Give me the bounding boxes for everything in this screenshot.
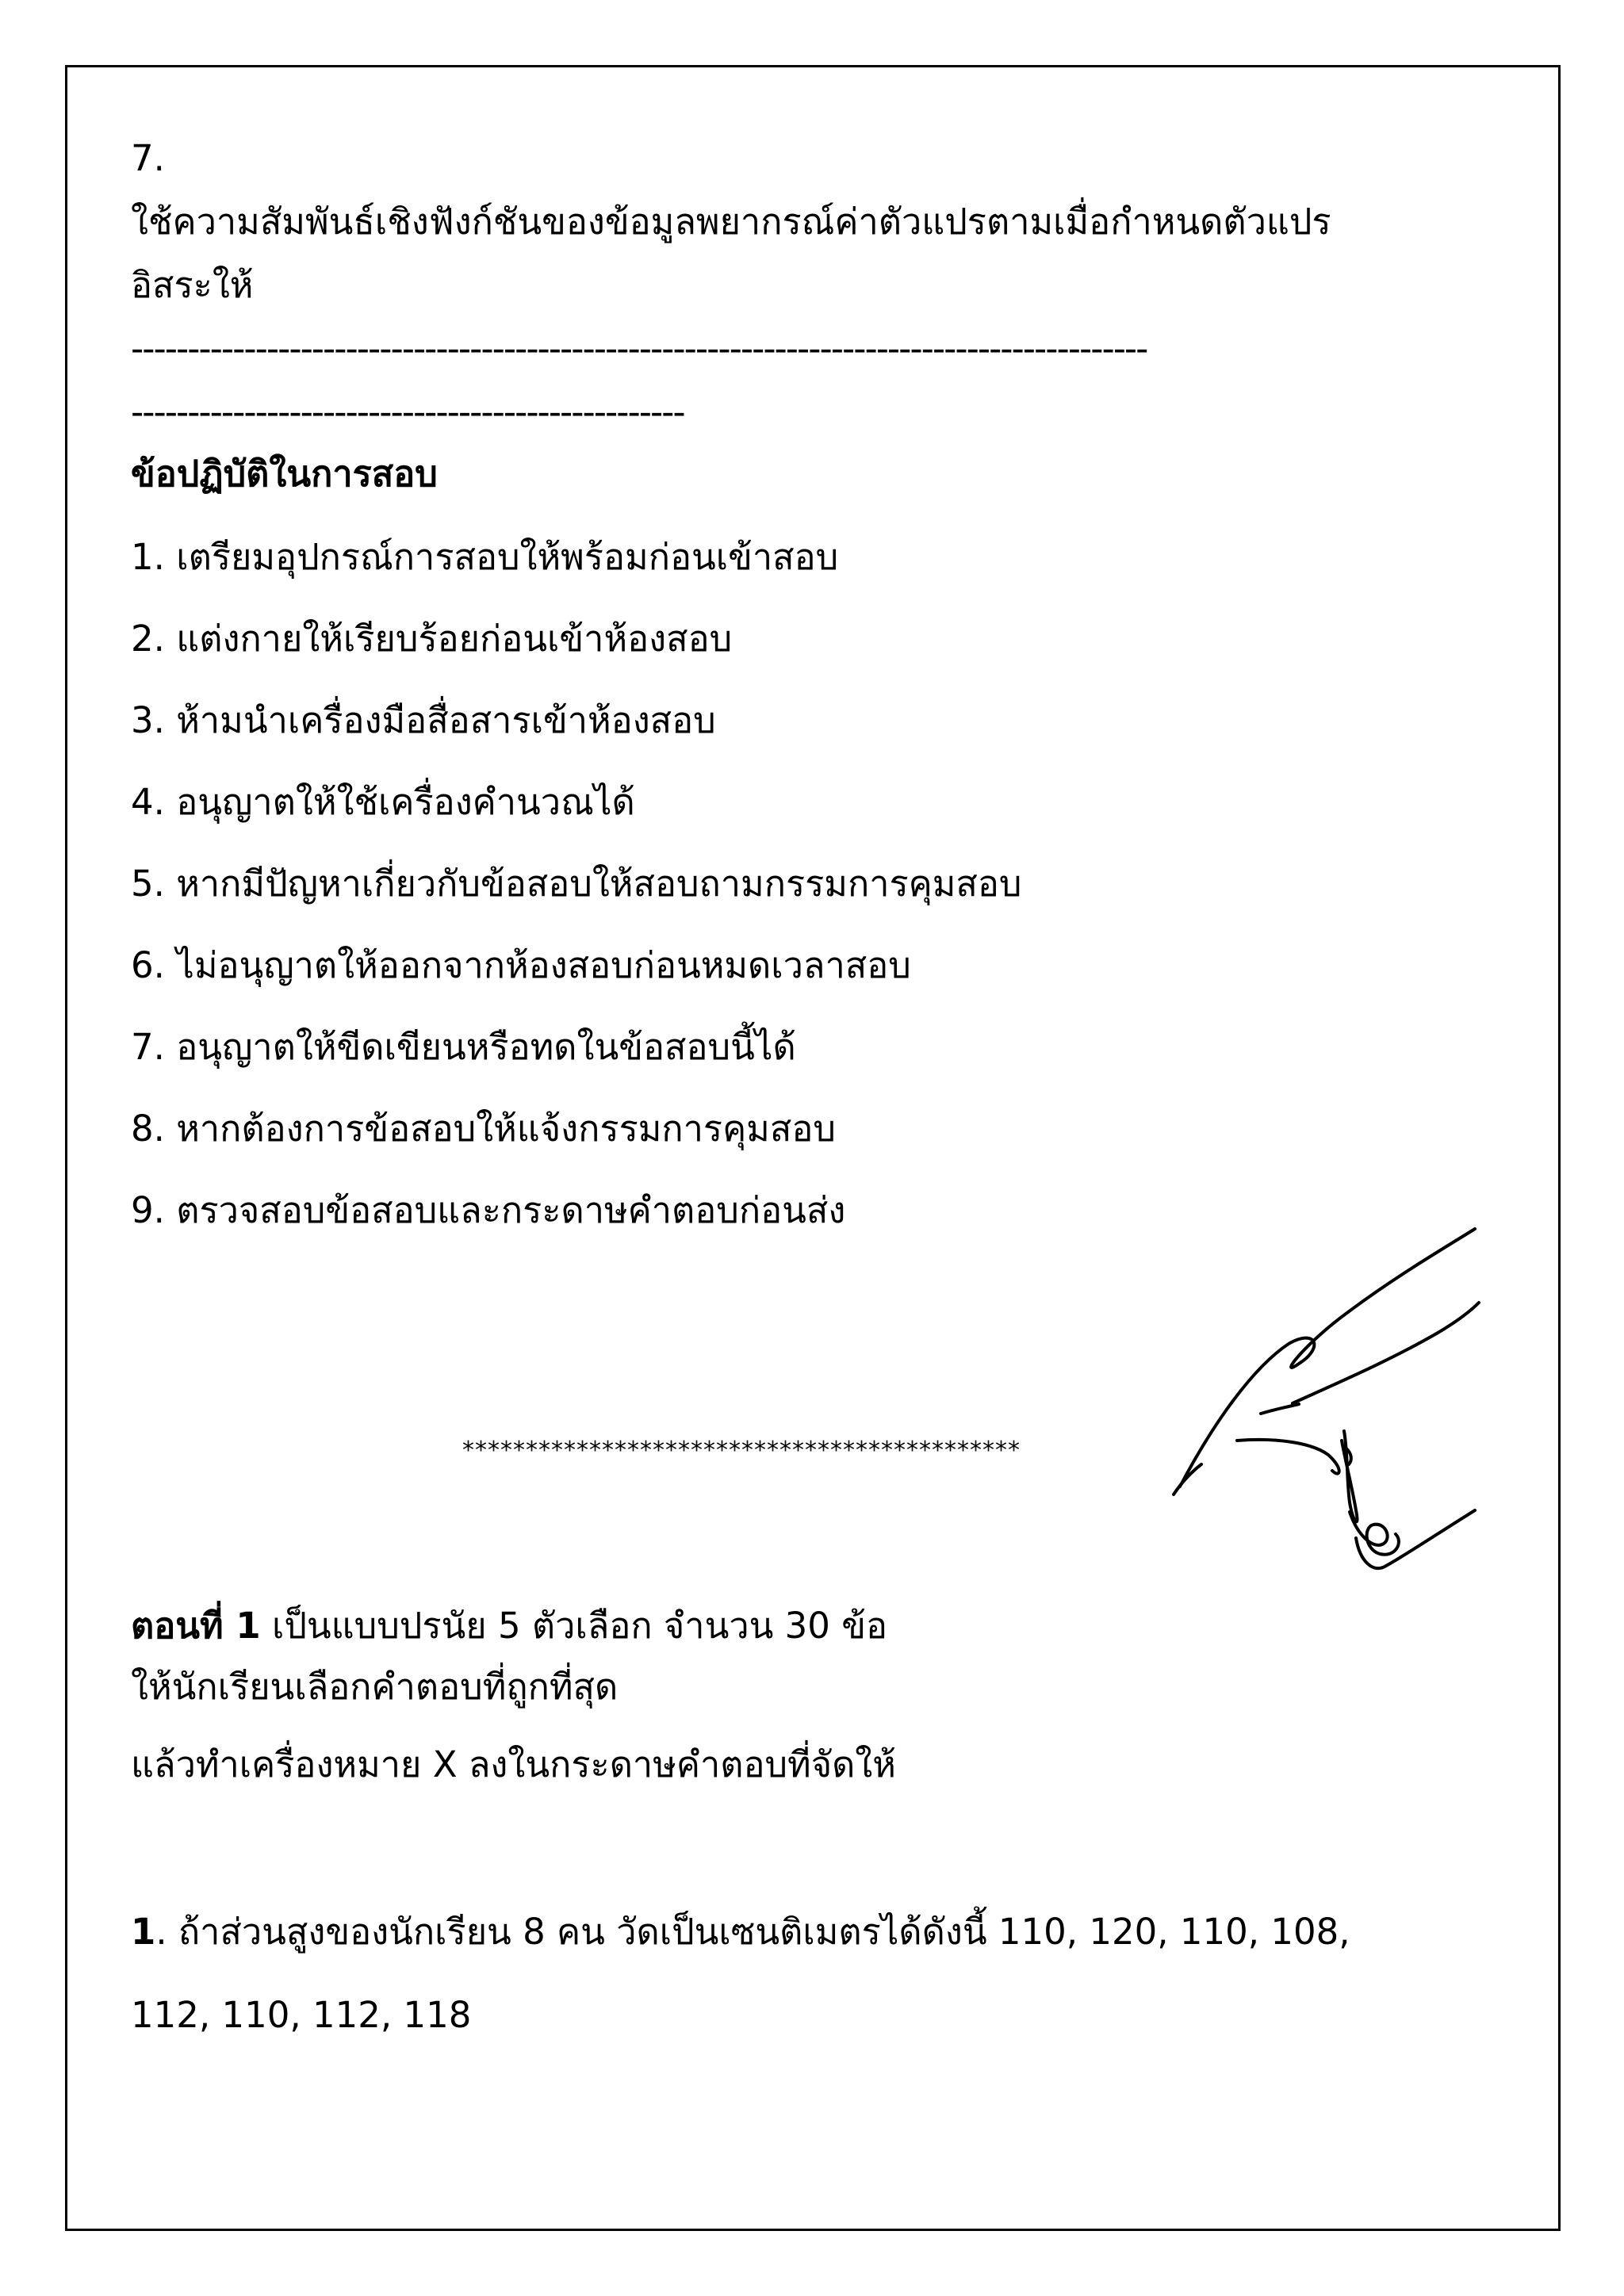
rule-item: 7. อนุญาตให้ขีดเขียนหรือทดในข้อสอบนี้ได้: [131, 1026, 796, 1068]
part1-description: เป็นแบบปรนัย 5 ตัวเลือก จำนวน 30 ข้อ: [260, 1605, 888, 1647]
handwritten-signature: [1166, 1217, 1499, 1598]
question-1-line1: [131, 1908, 1350, 1956]
rule-item: 9. ตรวจสอบข้อสอบและกระดาษคำตอบก่อนส่ง: [131, 1189, 846, 1231]
answer-dash-line-1: ------------------------------------------------------------------------------------------: [131, 327, 1147, 369]
question-1-number: 1: [131, 1911, 156, 1953]
part1-intro-line1: [131, 1602, 887, 1650]
question-1-line2: 112, 110, 112, 118: [131, 1994, 472, 2036]
asterisk-separator: ********************************************: [462, 1437, 1021, 1464]
objective-text-line1: ใช้ความสัมพันธ์เชิงฟังก์ชันของข้อมูลพยากรณ์ค่าตัวแปรตามเมื่อกำหนดตัวแปร: [131, 201, 1331, 243]
objective-text-line2: อิสระให้: [131, 264, 254, 306]
rule-item: 3. ห้ามนำเครื่องมือสื่อสารเข้าห้องสอบ: [131, 699, 716, 741]
rule-item: 5. หากมีปัญหาเกี่ยวกับข้อสอบให้สอบถามกรรมการคุมสอบ: [131, 863, 1022, 905]
part1-intro-line2: ให้นักเรียนเลือกคำตอบที่ถูกที่สุด: [131, 1666, 619, 1708]
rules-heading: ข้อปฏิบัติในการสอบ: [131, 453, 438, 495]
rule-item: 1. เตรียมอุปกรณ์การสอบให้พร้อมก่อนเข้าสอบ: [131, 536, 839, 578]
rule-item: 6. ไม่อนุญาตให้ออกจากห้องสอบก่อนหมดเวลาสอบ: [131, 944, 911, 986]
rule-item: 8. หากต้องการข้อสอบให้แจ้งกรรมการคุมสอบ: [131, 1108, 836, 1150]
rule-item: 2. แต่งกายให้เรียบร้อยก่อนเข้าห้องสอบ: [131, 618, 733, 660]
part1-label: ตอนที่ 1: [131, 1605, 261, 1647]
rule-item: 4. อนุญาตให้ใช้เครื่องคำนวณได้: [131, 781, 635, 823]
part1-intro-line3: แล้วทำเครื่องหมาย X ลงในกระดาษคำตอบที่จัดให้: [131, 1743, 896, 1785]
objective-number: 7.: [131, 137, 165, 179]
answer-dash-line-2: -------------------------------------------------: [131, 391, 684, 433]
question-1-text: . ถ้าส่วนสูงของนักเรียน 8 คน วัดเป็นเซนติเมตรได้ดังนี้ 110, 120, 110, 108,: [155, 1911, 1350, 1953]
